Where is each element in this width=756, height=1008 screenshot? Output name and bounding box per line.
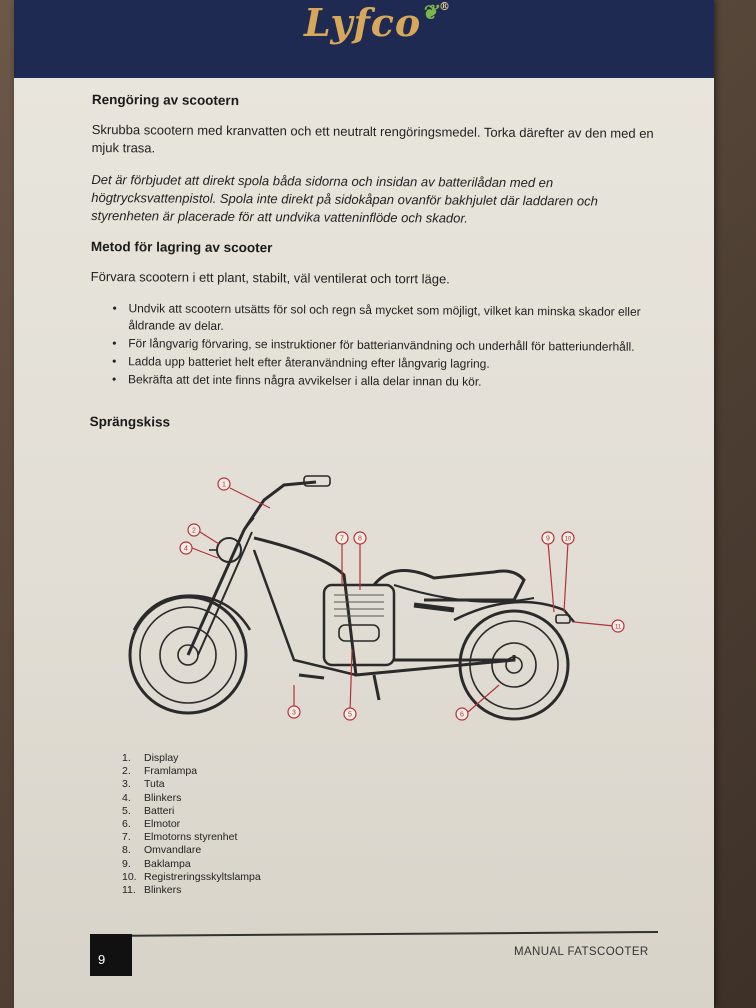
bullet-item: • Ladda upp batteriet helt efter återanvändning efter långvarig lagring. — [112, 353, 660, 374]
callout-9: 9 — [546, 535, 550, 543]
callout-8: 8 — [358, 535, 362, 543]
list-item: 2. Framlampa — [122, 765, 198, 778]
callout-1: 1 — [222, 481, 226, 489]
callout-2: 2 — [192, 527, 196, 535]
list-item: 4. Blinkers — [122, 791, 182, 804]
list-item: 7. Elmotorns styrenhet — [122, 831, 238, 844]
cleaning-paragraph: Skrubba scootern med kranvatten och ett neutralt rengöringsmedel. Torka därefter av den med en mjuk trasa. — [91, 121, 654, 156]
parts-list — [122, 752, 422, 897]
manual-page — [14, 0, 714, 1008]
list-item: 3. Tuta — [122, 778, 165, 791]
list-item: 8. Omvandlare — [122, 844, 202, 857]
storage-paragraph: Förvara scootern i ett plant, stabilt, väl ventilerat och torrt läge. — [90, 268, 450, 287]
callout-labels — [184, 482, 622, 719]
brand-logo: Lyfco❦® — [304, 0, 452, 45]
page-number: 9 — [90, 934, 132, 976]
bullet-item: • För långvarig förvaring, se instruktioner för batterianvändning och underhåll för batteriunderhåll. — [112, 335, 660, 356]
page-content — [90, 92, 662, 447]
leaf-icon: ❦ — [421, 0, 440, 24]
list-item: 5. Batteri — [122, 804, 175, 817]
bullet-item: • Undvik att scootern utsätts för sol och regn så mycket som möjligt, vilket kan minska skador eller åldrande av delar. — [112, 300, 660, 338]
scooter-exploded-diagram — [94, 460, 654, 730]
list-item: 1. Display — [122, 752, 179, 764]
diagram-heading: Sprängskiss — [89, 413, 171, 430]
callout-6: 6 — [460, 711, 464, 719]
callout-11: 11 — [614, 624, 622, 631]
callout-4: 4 — [184, 545, 188, 553]
bullet-item: • Bekräfta att det inte finns några avvikelser i alla delar innan du kör. — [112, 371, 660, 392]
cleaning-heading: Rengöring av scootern — [91, 92, 240, 109]
list-item: 11. Blinkers — [122, 884, 182, 897]
callout-10: 10 — [564, 536, 572, 543]
list-item: 9. Baklampa — [122, 857, 191, 870]
cleaning-warning: Det är förbjudet att direkt spola båda sidorna och insidan av batterilådan med en högtrycksvattenpistol. Spola inte direkt på sidokåpan ovanför bakhjulet där laddaren och styrenheten är placerade för att undvika vatteninflöde och skador. — [91, 171, 598, 226]
list-item: 10. Registreringsskyltslampa — [122, 870, 261, 883]
list-item: 6. Elmotor — [122, 818, 181, 831]
footer-title: MANUAL FATSCOOTER — [514, 946, 649, 958]
storage-bullet-list — [112, 300, 661, 392]
storage-heading: Metod för lagring av scooter — [90, 238, 273, 256]
callout-3: 3 — [292, 709, 296, 717]
footer-divider — [92, 931, 658, 937]
callout-7: 7 — [340, 535, 344, 543]
callout-5: 5 — [348, 711, 352, 719]
